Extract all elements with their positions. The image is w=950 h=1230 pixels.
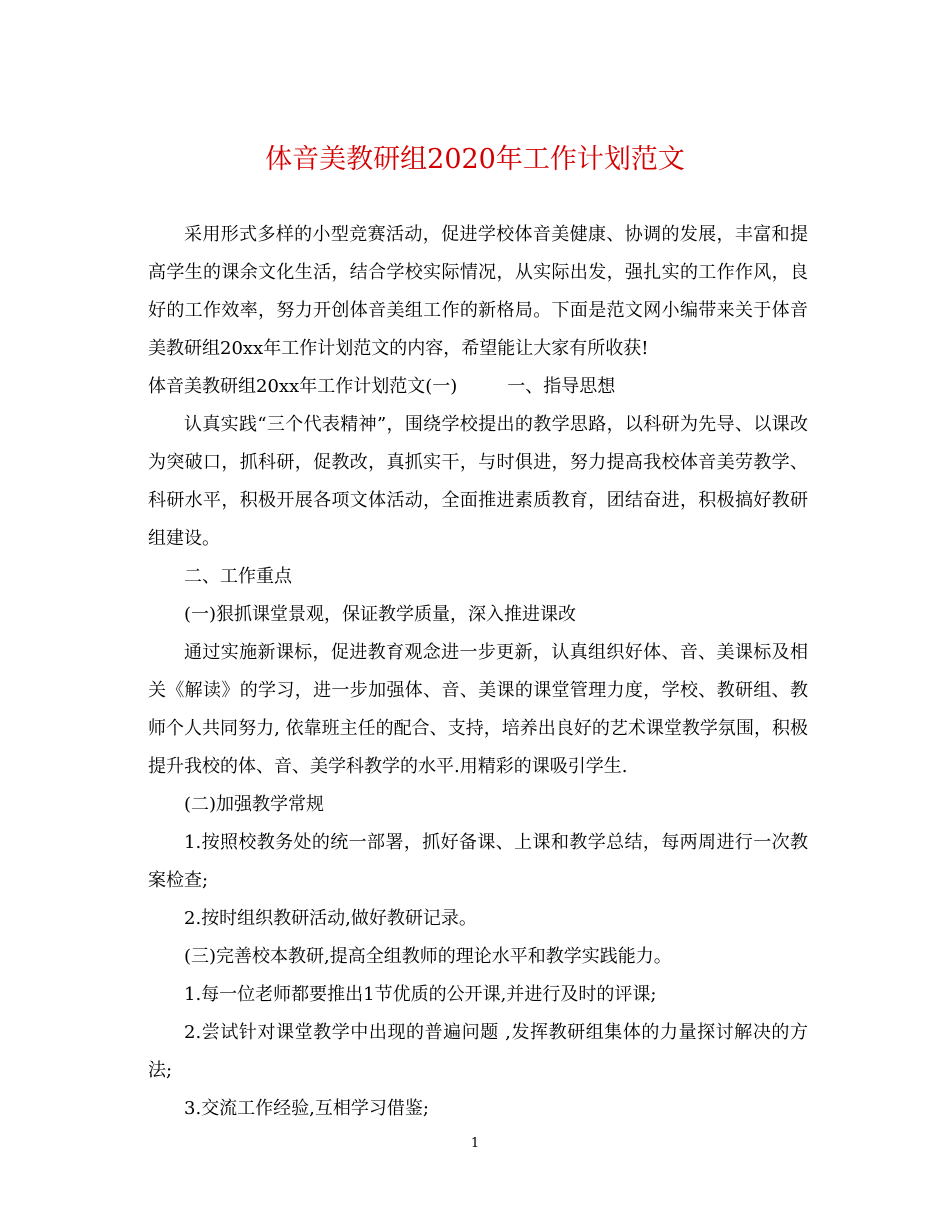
section-heading-line — [148, 368, 808, 406]
page-number: 1 — [470, 1136, 480, 1151]
focus-heading: 二、工作重点 — [184, 566, 292, 587]
sub3-item-3: 3.交流工作经验,互相学习借鉴; — [184, 1098, 429, 1119]
intro-paragraph: 采用形式多样的小型竞赛活动，促进学校体音美健康、协调的发展，丰富和提高学生的课余文化生活，结合学校实际情况，从实际出发，强扎实的工作作风，良好的工作效率，努力开创体音美组工作的新格局。下面是范文网小编带来关于体音美教研组20xx年工作计划范文的内容，希望能让大家有所收获! — [148, 224, 808, 359]
sub2-item-2: 2.按时组织教研活动,做好教研记录。 — [184, 908, 477, 929]
sub1-heading: (一)狠抓课堂景观，保证教学质量，深入推进课改 — [184, 604, 577, 625]
sub2-heading: (二)加强教学常规 — [184, 794, 325, 815]
sub3-item-2: 2.尝试针对课堂教学中出现的普遍问题 ,发挥教研组集体的力量探讨解决的方法; — [148, 1022, 808, 1081]
sub3-item-1: 1.每一位老师都要推出1节优质的公开课,并进行及时的评课; — [184, 984, 657, 1005]
sub1-paragraph: 通过实施新课标，促进教育观念进一步更新，认真组织好体、音、美课标及相关《解读》的学习，进一步加强体、音、美课的课堂管理力度，学校、教研组、教师个人共同努力, 依靠班主任的配合、支持，培养出良好的艺术课堂教学氛围，积极提升我校的体、音、美学科教学的水平.用精彩的课吸引学生. — [148, 642, 808, 777]
guiding-heading: 一、指导思想 — [507, 376, 616, 397]
document-title: 体音美教研组2020年工作计划范文 — [265, 144, 685, 175]
document-body — [148, 216, 808, 1128]
sub3-heading: (三)完善校本教研,提高全组教师的理论水平和教学实践能力。 — [184, 946, 672, 967]
section1-heading: 体音美教研组20xx年工作计划范文(一) — [148, 376, 458, 397]
guiding-paragraph: 认真实践“三个代表精神”，围绕学校提出的教学思路，以科研为先导、以课改为突破口，抓科研，促教改，真抓实干，与时俱进，努力提高我校体音美劳教学、科研水平，积极开展各项文体活动，全面推进素质教育，团结奋进，积极搞好教研组建设。 — [148, 414, 808, 549]
sub2-item-1: 1.按照校教务处的统一部署，抓好备课、上课和教学总结，每两周进行一次教案检查; — [148, 832, 808, 891]
